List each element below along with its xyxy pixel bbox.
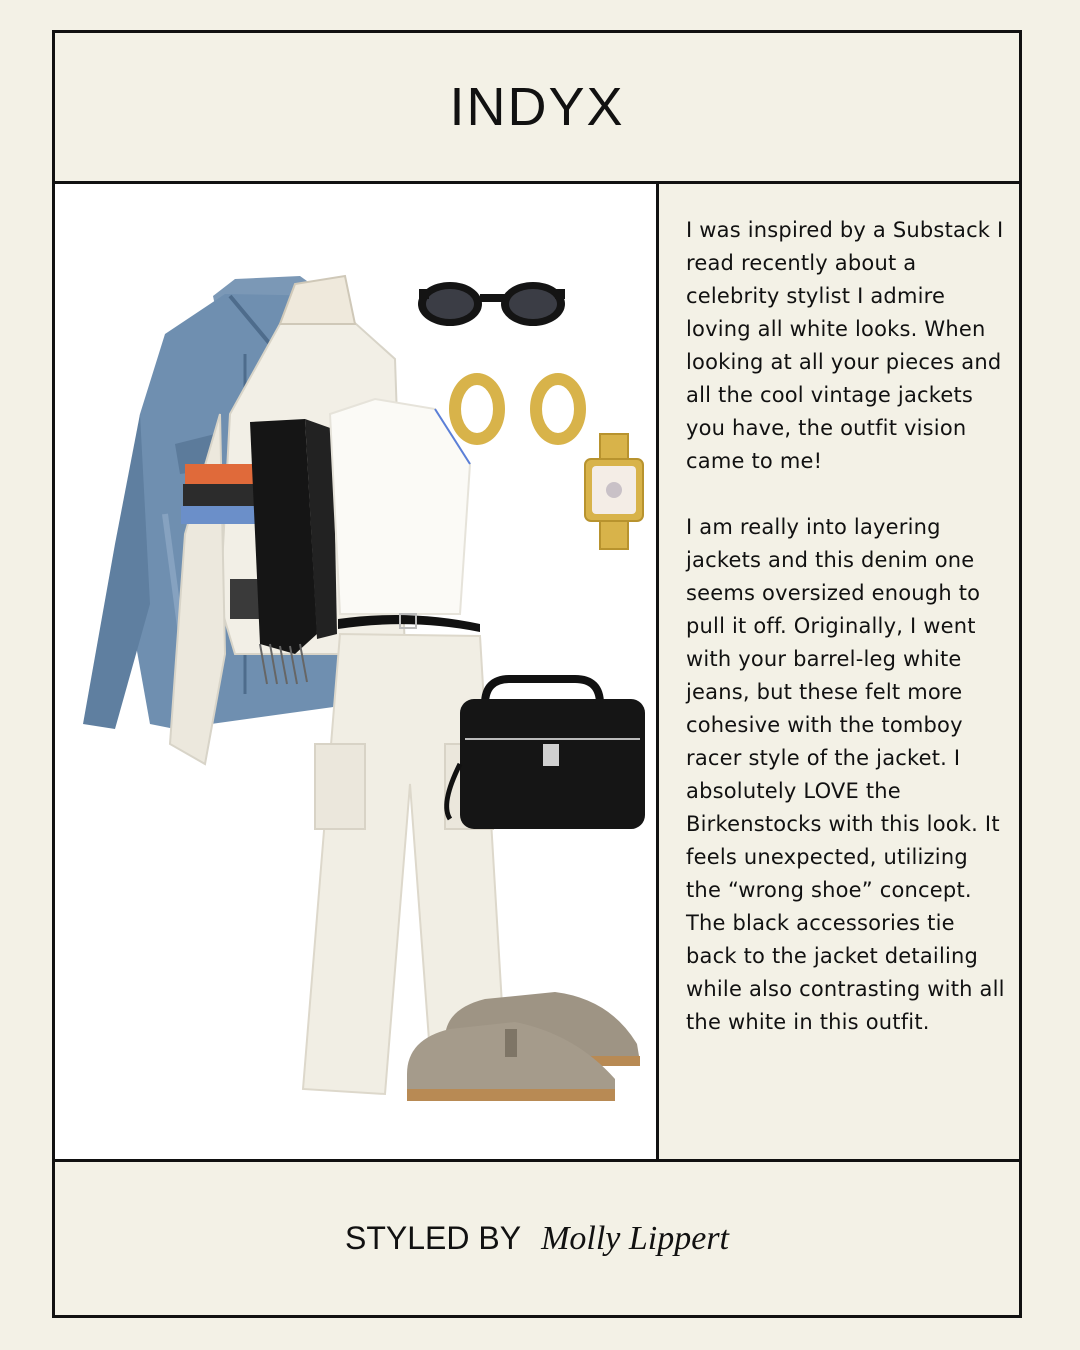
- description-panel: [686, 214, 1006, 1072]
- outfit-collage: [55, 184, 659, 1159]
- gold-watch: [585, 434, 643, 549]
- white-top: [330, 399, 470, 614]
- content-area: [55, 184, 1019, 1162]
- black-handbag: [447, 679, 645, 829]
- black-sunglasses: [418, 282, 565, 326]
- styled-by-label: STYLED BY: [345, 1220, 522, 1256]
- description-paragraph-2: I am really into layering jackets and this denim one seems oversized enough to pull it off. Originally, I went with your barrel-leg white jeans, but these felt more cohesive with the tomboy racer style of the jacket. I absolutely LOVE the Birkenstocks with this look. It feels unexpected, utilizing the “wrong shoe” concept. The black accessories tie back to the jacket detailing while also contrasting with all the white in this outfit.: [686, 515, 1005, 1034]
- header: [55, 33, 1019, 184]
- outfit-card: [52, 30, 1022, 1318]
- stylist-name: Molly Lippert: [541, 1219, 729, 1257]
- footer: [55, 1162, 1019, 1315]
- brand-logo: INDYX: [449, 77, 625, 137]
- outfit-illustration: [55, 184, 656, 1159]
- description-paragraph-1: I was inspired by a Substack I read recently about a celebrity stylist I admire loving all white looks. When looking at all your pieces and all the cool vintage jackets you have, the outfit vision came to me!: [686, 218, 1004, 473]
- gold-hoop-earrings: [455, 379, 580, 439]
